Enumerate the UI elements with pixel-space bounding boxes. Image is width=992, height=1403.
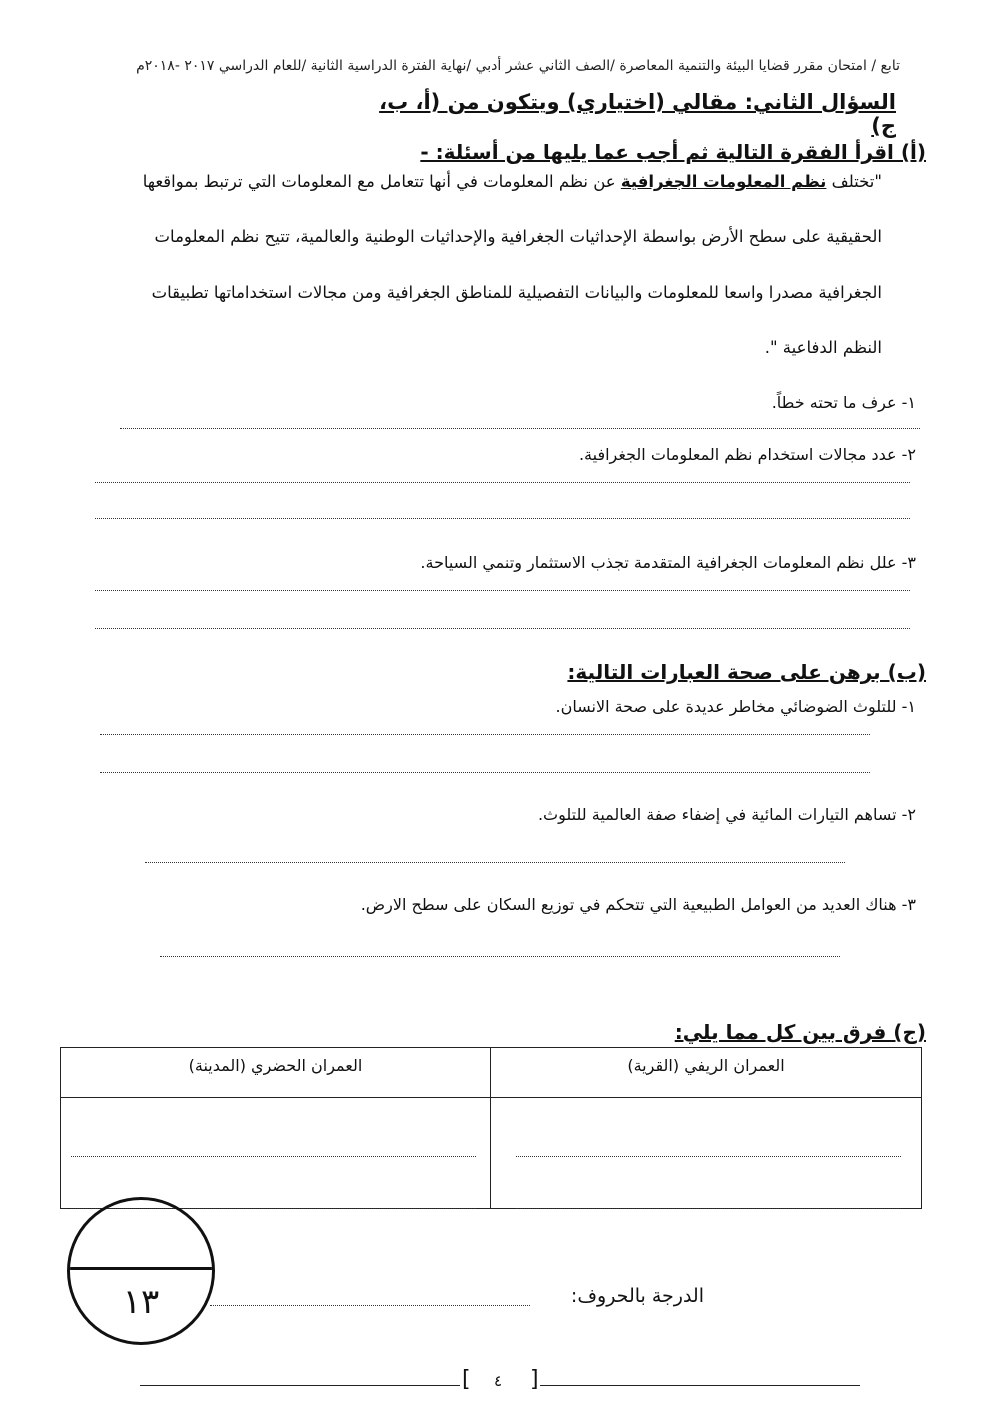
grade-score: ١٣ (122, 1282, 160, 1322)
exam-header: تابع / امتحان مقرر قضايا البيئة والتنمية المعاصرة /الصف الثاني عشر أدبي /نهاية الفترة الدراسية الثانية /للعام الدراسي ٢٠١٧ -٢٠١٨م (136, 58, 900, 74)
question-a3: ٣- علل نظم المعلومات الجغرافية المتقدمة تجذب الاستثمار وتنمي السياحة. (420, 553, 916, 572)
part-c-title: (ج) فرق بين كل مما يلي: (674, 1020, 926, 1044)
question-a2: ٢- عدد مجالات استخدام نظم المعلومات الجغرافية. (578, 445, 916, 464)
cell-rural[interactable] (491, 1098, 922, 1209)
statement-b3: ٣- هناك العديد من العوامل الطبيعية التي تتحكم في توزيع السكان على سطح الارض. (360, 895, 916, 914)
statement-b2: ٢- تساهم التيارات المائية في إضفاء صفة العالمية للتلوث. (537, 805, 916, 824)
answer-line-a1[interactable] (120, 428, 920, 429)
grade-in-letters-line[interactable] (210, 1305, 530, 1306)
rural-answer-line-1[interactable] (516, 1156, 901, 1157)
answer-line-b1-2[interactable] (100, 772, 870, 773)
answer-line-a3-1[interactable] (95, 590, 910, 591)
answer-line-b2[interactable] (145, 862, 845, 863)
part-b-title: (ب) برهن على صحة العبارات التالية: (567, 660, 926, 684)
passage-line-1-post: عن نظم المعلومات في أنها تتعامل مع المعلومات التي ترتبط بمواقعها (142, 172, 621, 191)
answer-line-a2-2[interactable] (95, 518, 910, 519)
question-title: السؤال الثاني: مقالي (اختياري) ويتكون من (أ، ب، ج) (379, 90, 896, 138)
answer-line-b1-1[interactable] (100, 734, 870, 735)
footer-bracket-left: [ (462, 1367, 471, 1392)
header-urban: العمران الحضري (المدينة) (61, 1048, 491, 1098)
passage-line-3: الجغرافية مصدرا واسعا للمعلومات والبيانات التفصيلية للمناطق الجغرافية ومن مجالات استخداماتها تطبيقات (151, 283, 882, 302)
question-a1: ١- عرف ما تحته خطاً. (771, 393, 916, 412)
header-rural: العمران الريفي (القرية) (491, 1048, 922, 1098)
passage-line-2: الحقيقية على سطح الأرض بواسطة الإحداثيات الجغرافية والإحداثيات الوطنية والعالمية، تتيح نظم المعلومات (154, 227, 882, 246)
underlined-term: نظم المعلومات الجغرافية (620, 172, 827, 191)
passage-line-4: النظم الدفاعية ". (764, 338, 882, 357)
grade-circle (67, 1197, 215, 1345)
grade-circle-divider (70, 1267, 212, 1270)
comparison-table (60, 1047, 922, 1209)
rural-answer-line-2[interactable] (516, 1208, 901, 1209)
footer-rule-left (140, 1385, 460, 1386)
urban-answer-line-1[interactable] (71, 1156, 476, 1157)
cell-urban[interactable] (61, 1098, 491, 1209)
answer-line-a3-2[interactable] (95, 628, 910, 629)
footer-rule-right (540, 1385, 860, 1386)
passage-line-1 (143, 172, 882, 191)
grade-in-letters-label: الدرجة بالحروف: (570, 1285, 704, 1307)
answer-line-b3[interactable] (160, 956, 840, 957)
page-number: ٤ (494, 1372, 503, 1390)
footer-bracket-right: ] (530, 1367, 539, 1392)
part-a-title: (أ) اقرأ الفقرة التالية ثم أجب عما يليها من أسئلة: - (420, 140, 926, 164)
passage-line-1-pre: "تختلف (826, 172, 882, 191)
statement-b1: ١- للتلوث الضوضائي مخاطر عديدة على صحة الانسان. (555, 697, 916, 716)
answer-line-a2-1[interactable] (95, 482, 910, 483)
